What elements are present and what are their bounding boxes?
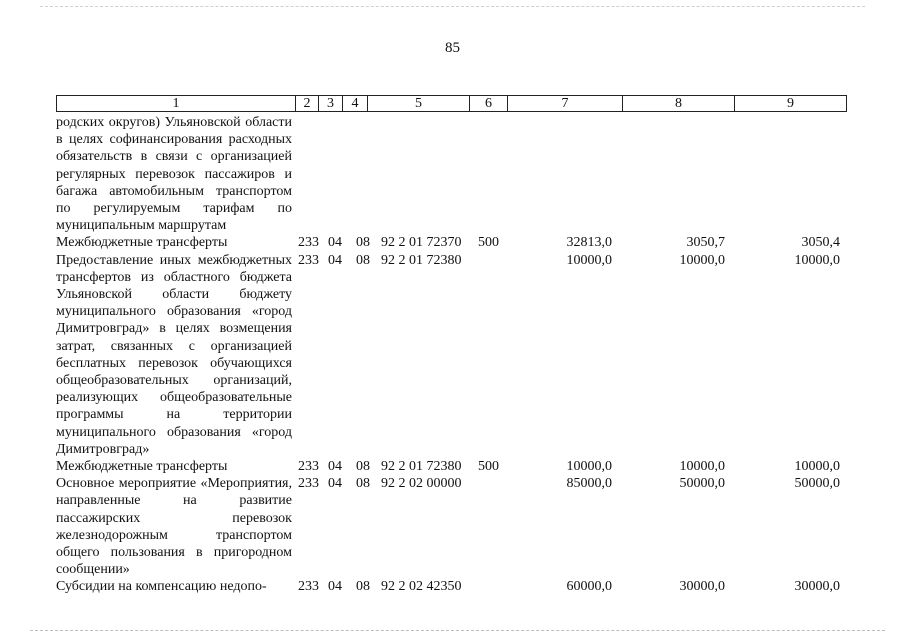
column-number-8: 8 (623, 96, 735, 112)
table-row (56, 114, 846, 234)
row-name: Субсидии на компенсацию недопо- (56, 579, 267, 595)
row-target-code: 92 2 01 72370 (381, 235, 462, 251)
row-name: Межбюджетные трансферты (56, 235, 228, 251)
row-name: Межбюджетные трансферты (56, 459, 228, 475)
column-number-3: 3 (319, 96, 343, 112)
row-section-code: 04 (328, 476, 342, 492)
column-number-7: 7 (508, 96, 623, 112)
row-name: родских округов) Ульяновской области в целях софинансирования расходных обязательств в связи с организацией регулярных перевозок пассажиров и багажа автомобильным транспортом по регулируемым тарифам по муниципальным маршрутам (56, 115, 292, 234)
page-number: 85 (445, 40, 460, 56)
row-amount-col9: 30000,0 (794, 579, 840, 595)
column-number-4: 4 (343, 96, 368, 112)
column-number-header (56, 95, 847, 112)
table-row (56, 475, 846, 578)
row-section-code: 04 (328, 459, 342, 475)
row-amount-col7: 60000,0 (566, 579, 612, 595)
row-section-code: 04 (328, 252, 342, 268)
page-top-edge (40, 6, 865, 7)
row-amount-col9: 3050,4 (801, 235, 840, 251)
row-section-code: 04 (328, 235, 342, 251)
row-ved-code: 233 (298, 235, 319, 251)
row-amount-col7: 10000,0 (566, 459, 612, 475)
row-amount-col7: 32813,0 (566, 235, 612, 251)
row-amount-col9: 50000,0 (794, 476, 840, 492)
row-target-code: 92 2 02 42350 (381, 579, 462, 595)
row-amount-col9: 10000,0 (794, 252, 840, 268)
row-amount-col8: 50000,0 (679, 476, 725, 492)
column-number-5: 5 (368, 96, 470, 112)
row-ved-code: 233 (298, 476, 319, 492)
row-amount-col8: 30000,0 (679, 579, 725, 595)
row-subsection-code: 08 (356, 476, 370, 492)
row-subsection-code: 08 (356, 235, 370, 251)
table-row (56, 458, 846, 475)
row-subsection-code: 08 (356, 252, 370, 268)
row-expense-type-code: 500 (478, 459, 499, 475)
row-amount-col9: 10000,0 (794, 459, 840, 475)
row-name: Предоставление иных межбюджетных трансфертов из областного бюджета Ульяновской области бюджету муниципального образования «город Димитровград» в целях возмещения затрат, связанных с организацией бесплатных перевозок обучающихся общеобразовательных организаций, реализующих общеобразовательные программы на территории муниципального образования «город Димитровград» (56, 252, 292, 457)
column-number-9: 9 (735, 96, 847, 112)
row-amount-col8: 10000,0 (679, 252, 725, 268)
row-target-code: 92 2 02 00000 (381, 476, 462, 492)
column-number-6: 6 (470, 96, 508, 112)
row-section-code: 04 (328, 579, 342, 595)
column-number-1: 1 (57, 96, 296, 112)
budget-table-body (56, 114, 846, 596)
row-expense-type-code: 500 (478, 235, 499, 251)
row-target-code: 92 2 01 72380 (381, 459, 462, 475)
row-subsection-code: 08 (356, 579, 370, 595)
row-amount-col8: 3050,7 (686, 235, 725, 251)
row-ved-code: 233 (298, 579, 319, 595)
column-number-2: 2 (296, 96, 319, 112)
table-row (56, 252, 846, 458)
row-subsection-code: 08 (356, 459, 370, 475)
row-amount-col7: 85000,0 (566, 476, 612, 492)
page-bottom-edge (30, 630, 885, 631)
row-amount-col7: 10000,0 (566, 252, 612, 268)
table-row (56, 234, 846, 251)
row-target-code: 92 2 01 72380 (381, 252, 462, 268)
row-ved-code: 233 (298, 252, 319, 268)
row-name: Основное мероприятие «Мероприятия, направленные на развитие пассажирских перевозок железнодорожным транспортом общего пользования в пригородном сообщении» (56, 476, 292, 578)
table-row (56, 578, 846, 595)
row-amount-col8: 10000,0 (679, 459, 725, 475)
row-ved-code: 233 (298, 459, 319, 475)
